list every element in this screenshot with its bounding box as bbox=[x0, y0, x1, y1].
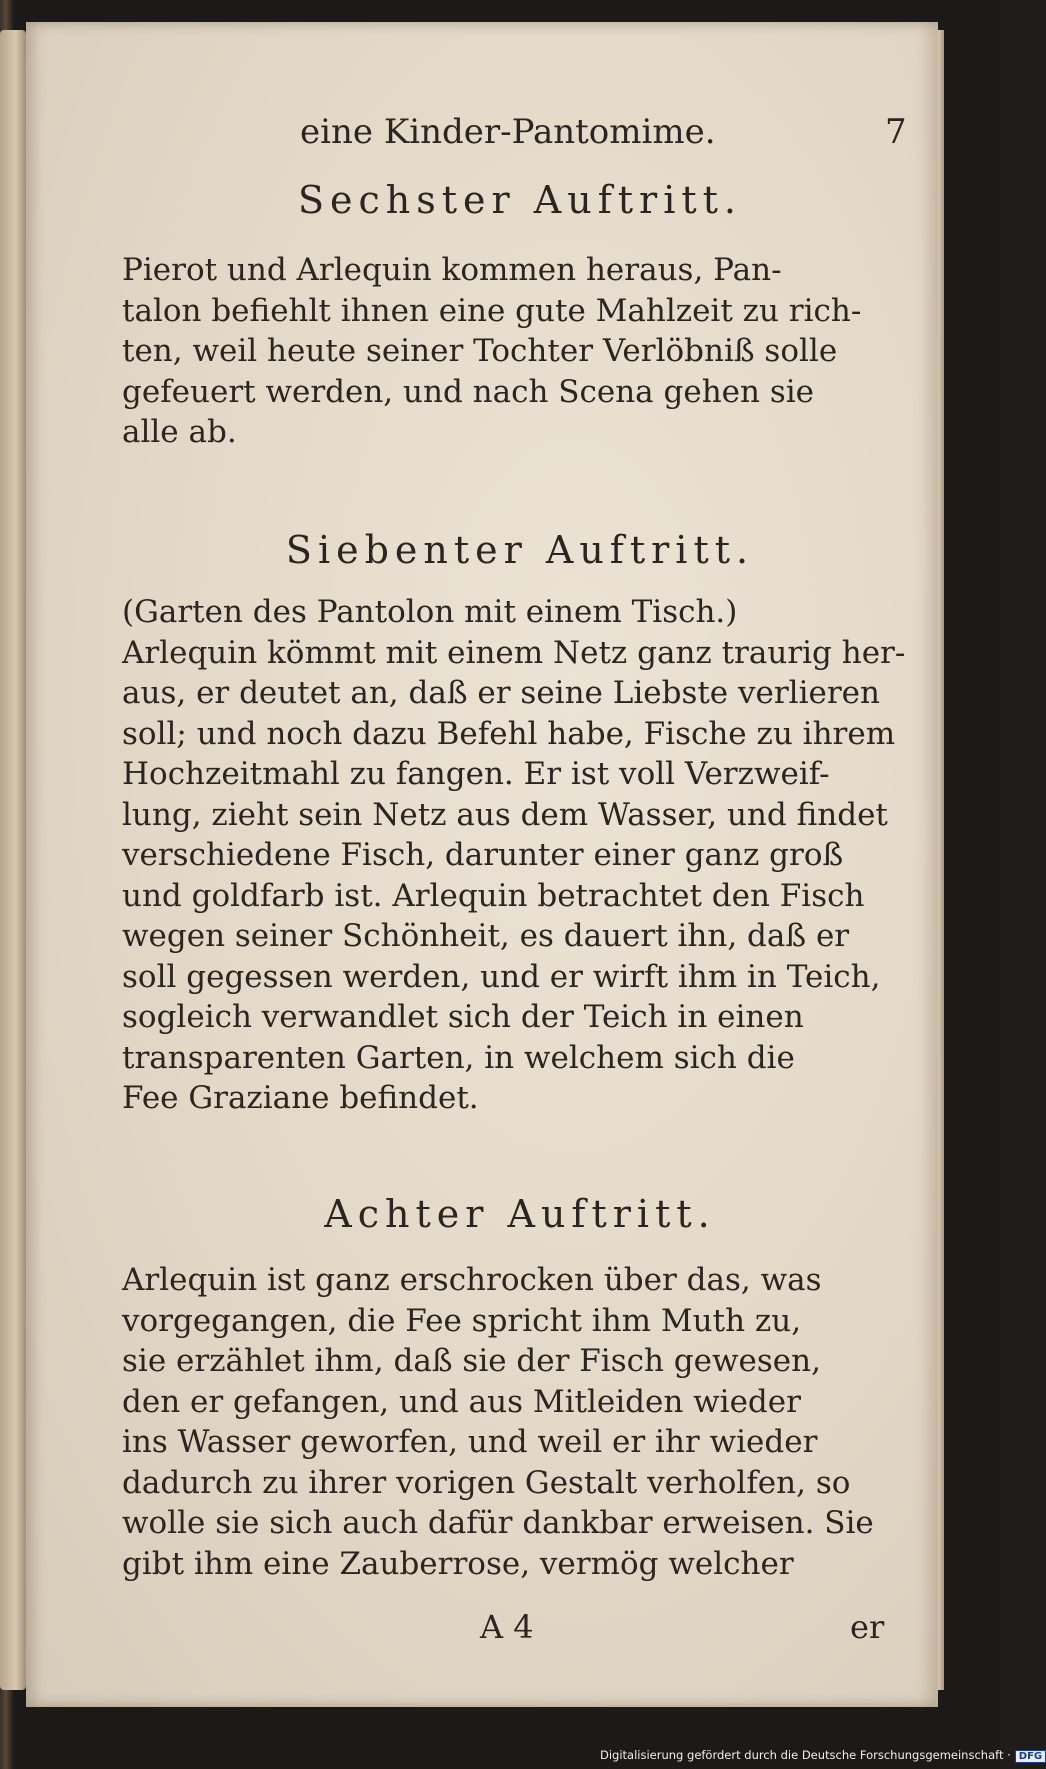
text-line: ten, weil heute seiner Tochter Verlöbniß solle bbox=[122, 333, 838, 369]
text-line: Fee Graziane befindet. bbox=[122, 1080, 479, 1116]
text-line: soll; und noch dazu Befehl habe, Fische zu ihrem bbox=[122, 715, 896, 752]
text-line: vorgegangen, die Fee spricht ihm Muth zu, bbox=[122, 1302, 802, 1339]
text-line: Pierot und Arlequin kommen heraus, Pan- bbox=[122, 252, 782, 288]
text-line: gefeuert werden, und nach Scena gehen sie bbox=[122, 373, 815, 410]
signature-mark: A 4 bbox=[480, 1608, 534, 1646]
previous-page-edge bbox=[0, 30, 26, 1690]
text-line: und goldfarb ist. Arlequin betrachtet den Fisch bbox=[122, 877, 865, 914]
text-line: den er gefangen, und aus Mitleiden wieder bbox=[122, 1383, 801, 1420]
scene-heading-7: Siebenter Auftritt. bbox=[285, 528, 755, 572]
text-line: Arlequin ist ganz erschrocken über das, was bbox=[122, 1262, 822, 1298]
digitization-credit bbox=[600, 1748, 1043, 1767]
text-line: wolle sie sich auch dafür dankbar erweisen. Sie bbox=[122, 1505, 874, 1541]
page-number: 7 bbox=[885, 112, 907, 152]
page-footer bbox=[480, 1608, 920, 1652]
text-line: ins Wasser geworfen, und weil er ihr wieder bbox=[122, 1424, 818, 1460]
scene-text-6 bbox=[122, 250, 922, 453]
text-line: lung, zieht sein Netz aus dem Wasser, und findet bbox=[122, 796, 888, 833]
running-header bbox=[300, 112, 920, 158]
scene-heading-6: Sechster Auftritt. bbox=[298, 178, 742, 222]
text-line: Arlequin kömmt mit einem Netz ganz traurig her- bbox=[122, 634, 906, 671]
text-line: wegen seiner Schönheit, es dauert ihn, daß er bbox=[122, 918, 850, 954]
text-line: dadurch zu ihrer vorigen Gestalt verholfen, so bbox=[122, 1464, 851, 1501]
text-line: gibt ihm eine Zauberrose, vermög welcher bbox=[122, 1545, 794, 1582]
dfg-logo: DFG bbox=[1015, 1750, 1046, 1763]
text-line: Hochzeitmahl zu fangen. Er ist voll Verzweif- bbox=[122, 756, 830, 792]
scene-text-7 bbox=[122, 592, 922, 1119]
text-line: verschiedene Fisch, darunter einer ganz groß bbox=[122, 837, 844, 873]
text-line: sie erzählet ihm, daß sie der Fisch gewesen, bbox=[122, 1343, 821, 1379]
text-line: aus, er deutet an, daß er seine Liebste verlieren bbox=[122, 675, 880, 711]
text-line: talon befiehlt ihnen eine gute Mahlzeit zu rich- bbox=[122, 292, 862, 329]
text-line: alle ab. bbox=[122, 414, 237, 450]
running-title: eine Kinder-Pantomime. bbox=[300, 112, 716, 152]
text-line: transparenten Garten, in welchem sich die bbox=[122, 1039, 795, 1076]
credit-text: Digitalisierung gefördert durch die Deutsche Forschungsgemeinschaft · bbox=[600, 1748, 1011, 1762]
scene-heading-8: Achter Auftritt. bbox=[324, 1192, 716, 1236]
text-line: soll gegessen werden, und er wirft ihm in Teich, bbox=[122, 958, 881, 995]
text-line: sogleich verwandlet sich der Teich in einen bbox=[122, 999, 804, 1035]
catchword: er bbox=[850, 1608, 885, 1646]
scene-text-8 bbox=[122, 1260, 922, 1584]
text-line: (Garten des Pantolon mit einem Tisch.) bbox=[122, 594, 738, 630]
